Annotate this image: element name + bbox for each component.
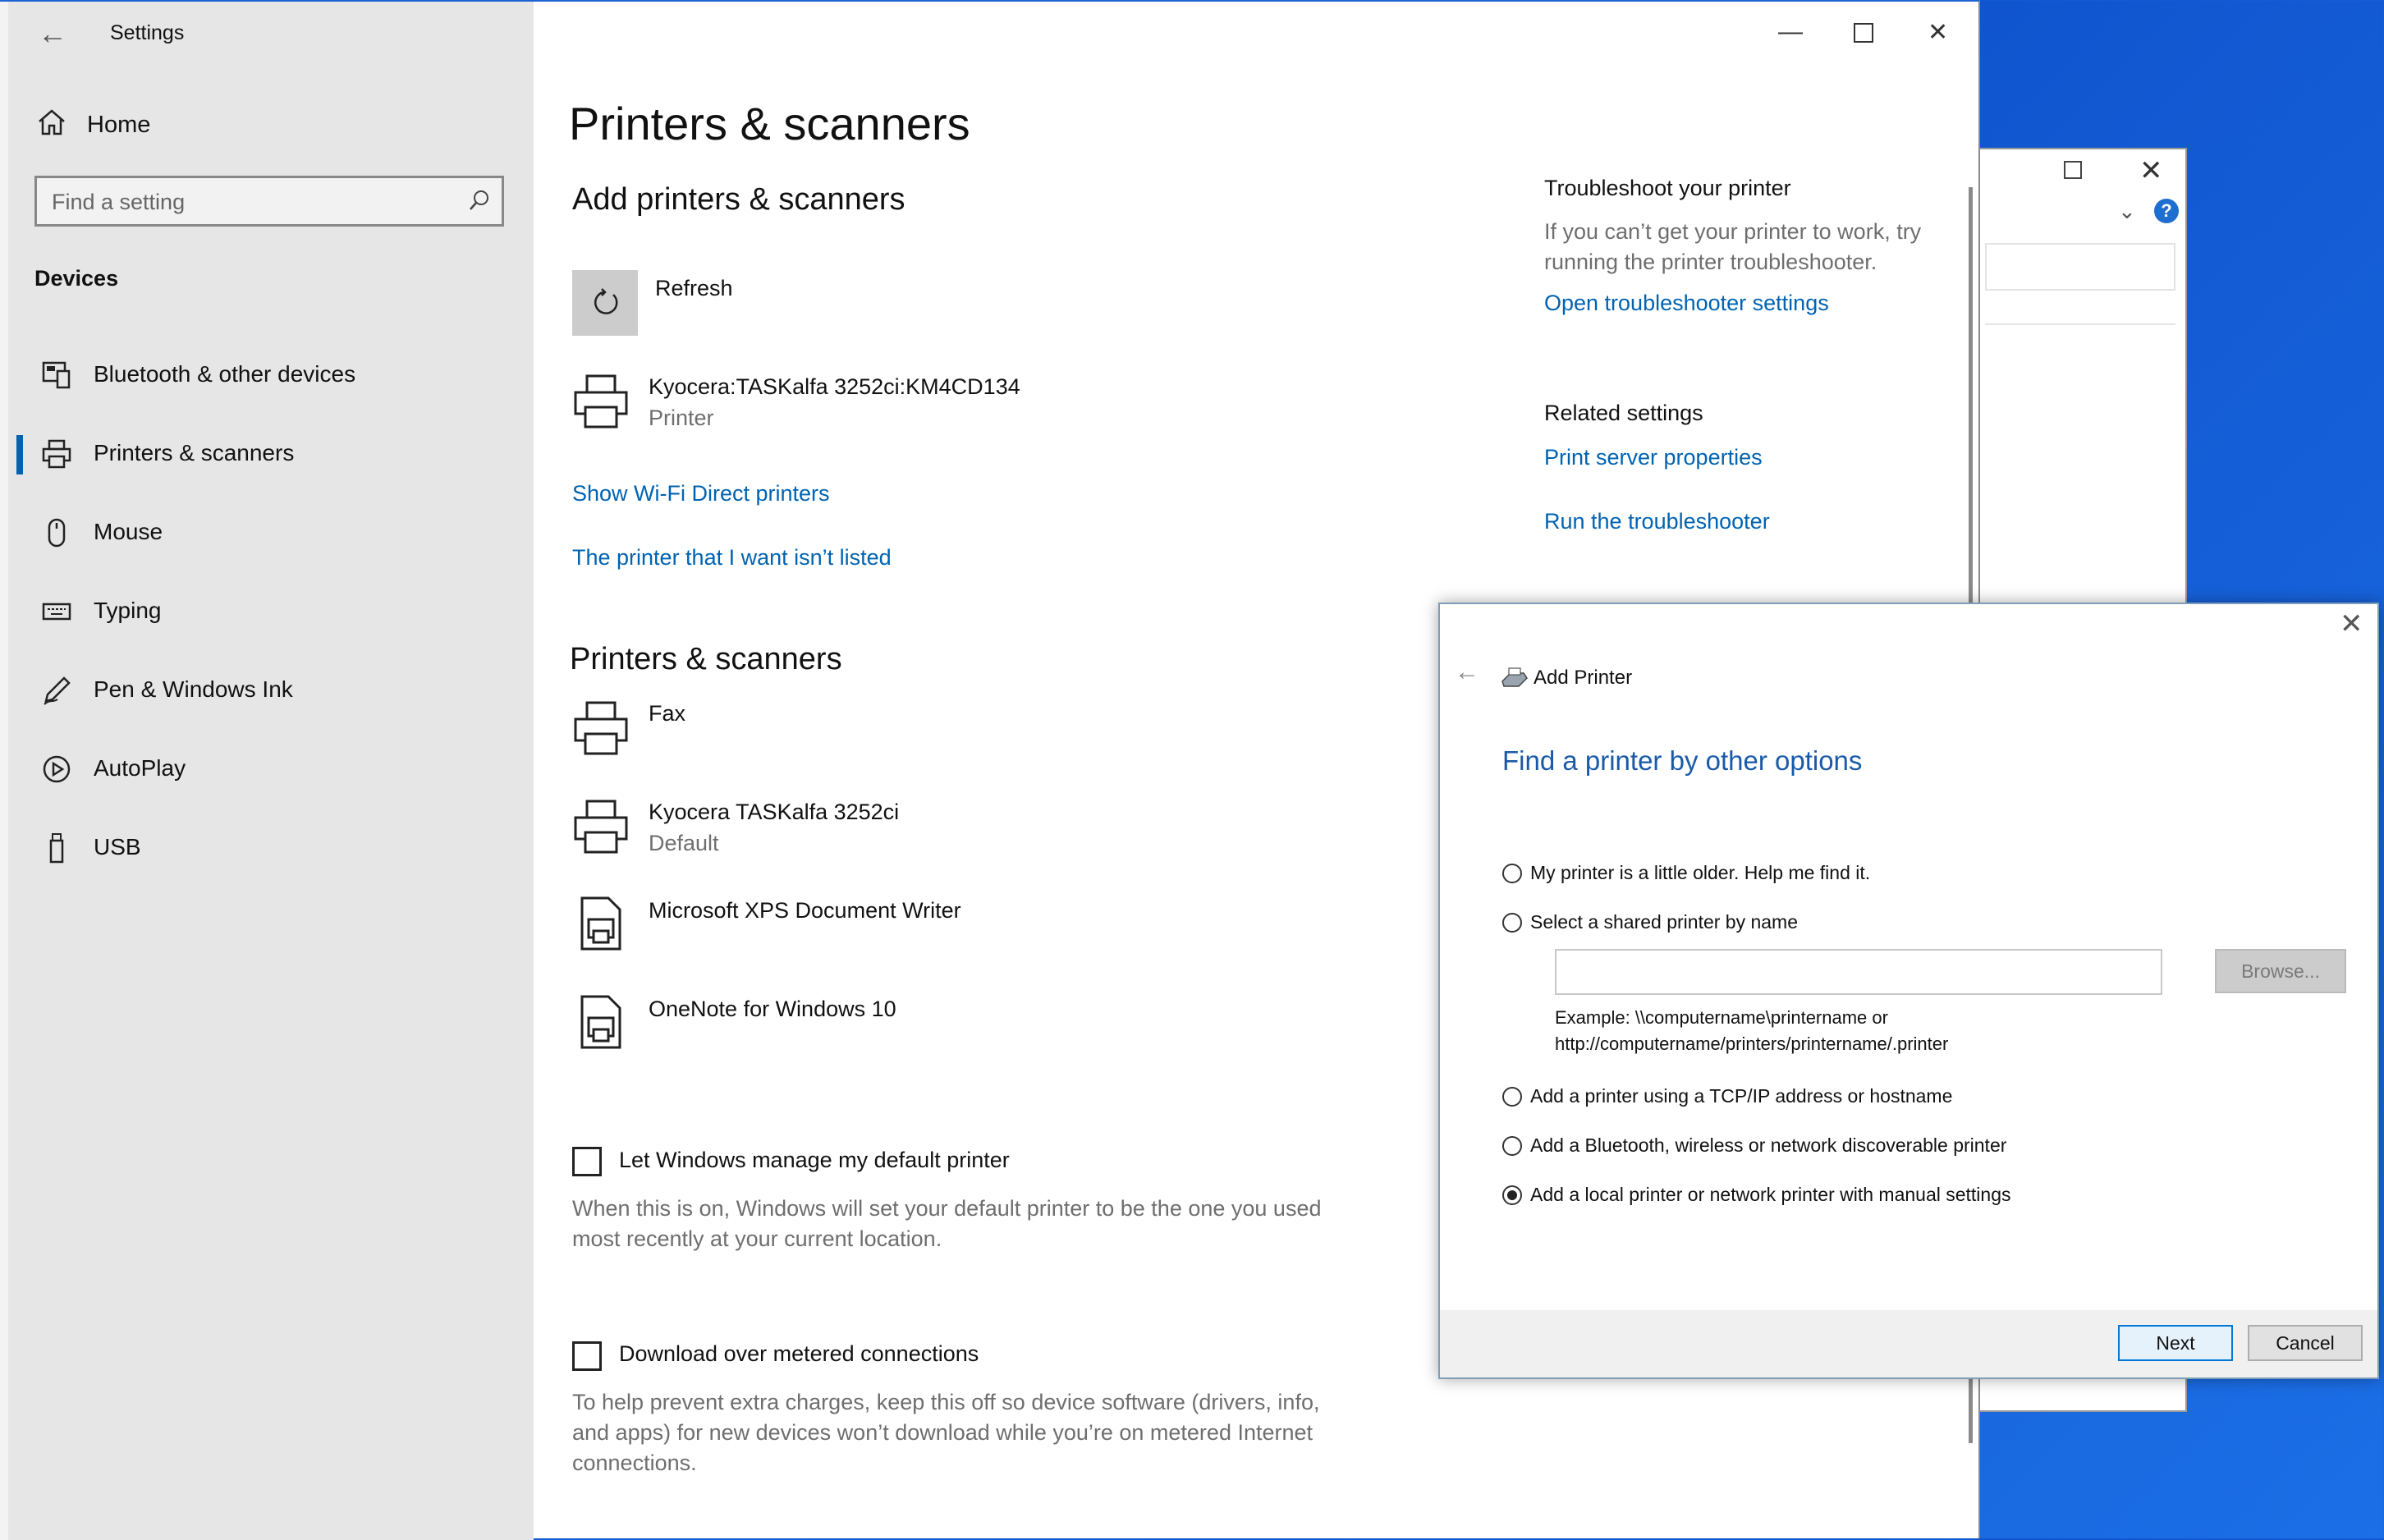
sidebar-item-label: USB	[94, 834, 141, 859]
found-printer-name[interactable]: Kyocera:TASKalfa 3252ci:KM4CD134	[649, 374, 1020, 399]
sidebar-item-usb[interactable]	[16, 816, 542, 878]
printer-icon	[41, 438, 72, 470]
printer-icon	[572, 798, 630, 855]
sidebar-item-printers[interactable]	[16, 422, 542, 484]
refresh-label[interactable]: Refresh	[655, 276, 733, 300]
printer-icon	[572, 373, 630, 430]
usb-icon	[41, 832, 72, 864]
printer-item-name[interactable]: OneNote for Windows 10	[649, 997, 896, 1021]
open-troubleshooter-link[interactable]: Open troubleshooter settings	[1544, 291, 1829, 315]
close-icon[interactable]: ✕	[1928, 19, 1949, 46]
example-text	[1555, 1005, 1948, 1057]
add-printer-dialog	[1438, 603, 2379, 1379]
refresh-button[interactable]	[572, 270, 638, 336]
bg-close-icon[interactable]: ✕	[2139, 155, 2163, 186]
printer-item-name[interactable]: Kyocera TASKalfa 3252ci	[649, 800, 900, 824]
minimize-icon[interactable]: —	[1778, 18, 1803, 45]
option-shared-printer-radio[interactable]	[1502, 913, 1522, 933]
add-printer-icon	[1499, 667, 1529, 691]
example-line-2: http://computername/printers/printername/.printer	[1555, 1034, 1949, 1054]
manage-default-checkbox[interactable]	[572, 1147, 602, 1176]
option-local-printer-label[interactable]: Add a local printer or network printer with manual settings	[1530, 1184, 2011, 1205]
dialog-back-icon[interactable]: ←	[1455, 658, 1479, 685]
bg-divider	[1985, 323, 2175, 325]
sidebar-item-bluetooth[interactable]	[16, 343, 542, 406]
cancel-button[interactable]: Cancel	[2248, 1325, 2363, 1361]
search-input[interactable]	[50, 186, 431, 218]
example-line-1: Example: \\computername\printername or	[1555, 1007, 1888, 1028]
printers-list-heading: Printers & scanners	[570, 642, 842, 676]
keyboard-icon	[41, 596, 72, 627]
bg-help-icon[interactable]: ?	[2154, 199, 2179, 223]
sidebar-item-label: Pen & Windows Ink	[94, 676, 293, 702]
print-server-properties-link[interactable]: Print server properties	[1544, 445, 1763, 470]
sidebar-item-typing[interactable]	[16, 580, 542, 642]
shared-printer-input[interactable]	[1555, 949, 2162, 995]
troubleshoot-text: If you can’t get your printer to work, try running the printer troubleshooter.	[1544, 219, 1922, 274]
metered-label[interactable]: Download over metered connections	[619, 1341, 979, 1366]
page-title: Printers & scanners	[569, 98, 970, 149]
bg-maximize-icon[interactable]	[2064, 161, 2082, 179]
bg-chevron-down-icon[interactable]: ⌄	[2118, 199, 2136, 223]
sidebar-item-pen[interactable]	[16, 658, 542, 721]
sidebar-section-devices: Devices	[34, 266, 119, 291]
found-printer-status: Printer	[649, 406, 714, 430]
metered-checkbox[interactable]	[572, 1341, 602, 1371]
autoplay-icon	[41, 754, 72, 785]
option-older-printer-radio[interactable]	[1502, 864, 1522, 883]
dialog-title: Add Printer	[1534, 667, 1633, 689]
next-button[interactable]: Next	[2118, 1325, 2233, 1361]
wifi-direct-link[interactable]: Show Wi-Fi Direct printers	[572, 481, 830, 506]
printer-item-name[interactable]: Microsoft XPS Document Writer	[649, 898, 961, 923]
option-local-printer-radio[interactable]	[1502, 1185, 1522, 1205]
sidebar-item-label: Bluetooth & other devices	[94, 361, 356, 387]
metered-description: To help prevent extra charges, keep this off so device software (drivers, info, and apps) for new devices won’t download while you’re on metered Internet connections.	[572, 1390, 1320, 1475]
window-title: Settings	[110, 21, 185, 44]
dialog-close-icon[interactable]: ✕	[2340, 608, 2363, 639]
option-tcpip-label[interactable]: Add a printer using a TCP/IP address or hostname	[1530, 1085, 1953, 1107]
mouse-icon	[41, 517, 72, 548]
sidebar-item-label: Printers & scanners	[94, 440, 295, 465]
option-bluetooth-radio[interactable]	[1502, 1136, 1522, 1156]
related-settings-heading: Related settings	[1544, 401, 1703, 425]
sidebar-item-mouse[interactable]	[16, 501, 542, 563]
window-edge	[0, 2, 8, 1540]
document-printer-icon	[572, 993, 630, 1051]
bluetooth-devices-icon	[41, 360, 72, 391]
option-shared-printer-label[interactable]: Select a shared printer by name	[1530, 911, 1799, 933]
browse-button[interactable]: Browse...	[2215, 949, 2346, 993]
sidebar-item-label: Typing	[94, 598, 162, 623]
printer-item-name[interactable]: Fax	[649, 701, 686, 726]
pen-icon	[41, 675, 72, 706]
sidebar-item-autoplay[interactable]	[16, 737, 542, 800]
home-icon	[36, 107, 67, 138]
back-arrow-icon[interactable]: ←	[38, 16, 67, 50]
dialog-footer	[1440, 1310, 2377, 1377]
run-troubleshooter-link[interactable]: Run the troubleshooter	[1544, 509, 1770, 534]
printer-not-listed-link[interactable]: The printer that I want isn’t listed	[572, 545, 892, 570]
maximize-icon[interactable]	[1854, 23, 1873, 43]
troubleshoot-heading: Troubleshoot your printer	[1544, 176, 1791, 200]
sidebar	[8, 2, 534, 1540]
dialog-heading: Find a printer by other options	[1502, 745, 1863, 776]
manage-default-description: When this is on, Windows will set your default printer to be the one you used most recently at your current location.	[572, 1196, 1322, 1251]
sidebar-home[interactable]: Home	[87, 112, 151, 138]
option-bluetooth-label[interactable]: Add a Bluetooth, wireless or network discoverable printer	[1530, 1134, 2007, 1156]
sidebar-item-label: AutoPlay	[94, 755, 186, 781]
printer-item-status: Default	[649, 831, 719, 855]
add-printers-heading: Add printers & scanners	[572, 182, 905, 217]
search-box[interactable]	[34, 176, 504, 227]
option-tcpip-radio[interactable]	[1502, 1087, 1522, 1107]
document-printer-icon	[572, 895, 630, 952]
fax-icon	[572, 699, 630, 757]
bg-address-box	[1985, 243, 2175, 291]
sidebar-item-label: Mouse	[94, 519, 163, 544]
search-icon[interactable]	[467, 188, 492, 213]
refresh-icon	[589, 286, 621, 319]
manage-default-label[interactable]: Let Windows manage my default printer	[619, 1148, 1010, 1172]
option-older-printer-label[interactable]: My printer is a little older. Help me find it.	[1530, 862, 1871, 883]
